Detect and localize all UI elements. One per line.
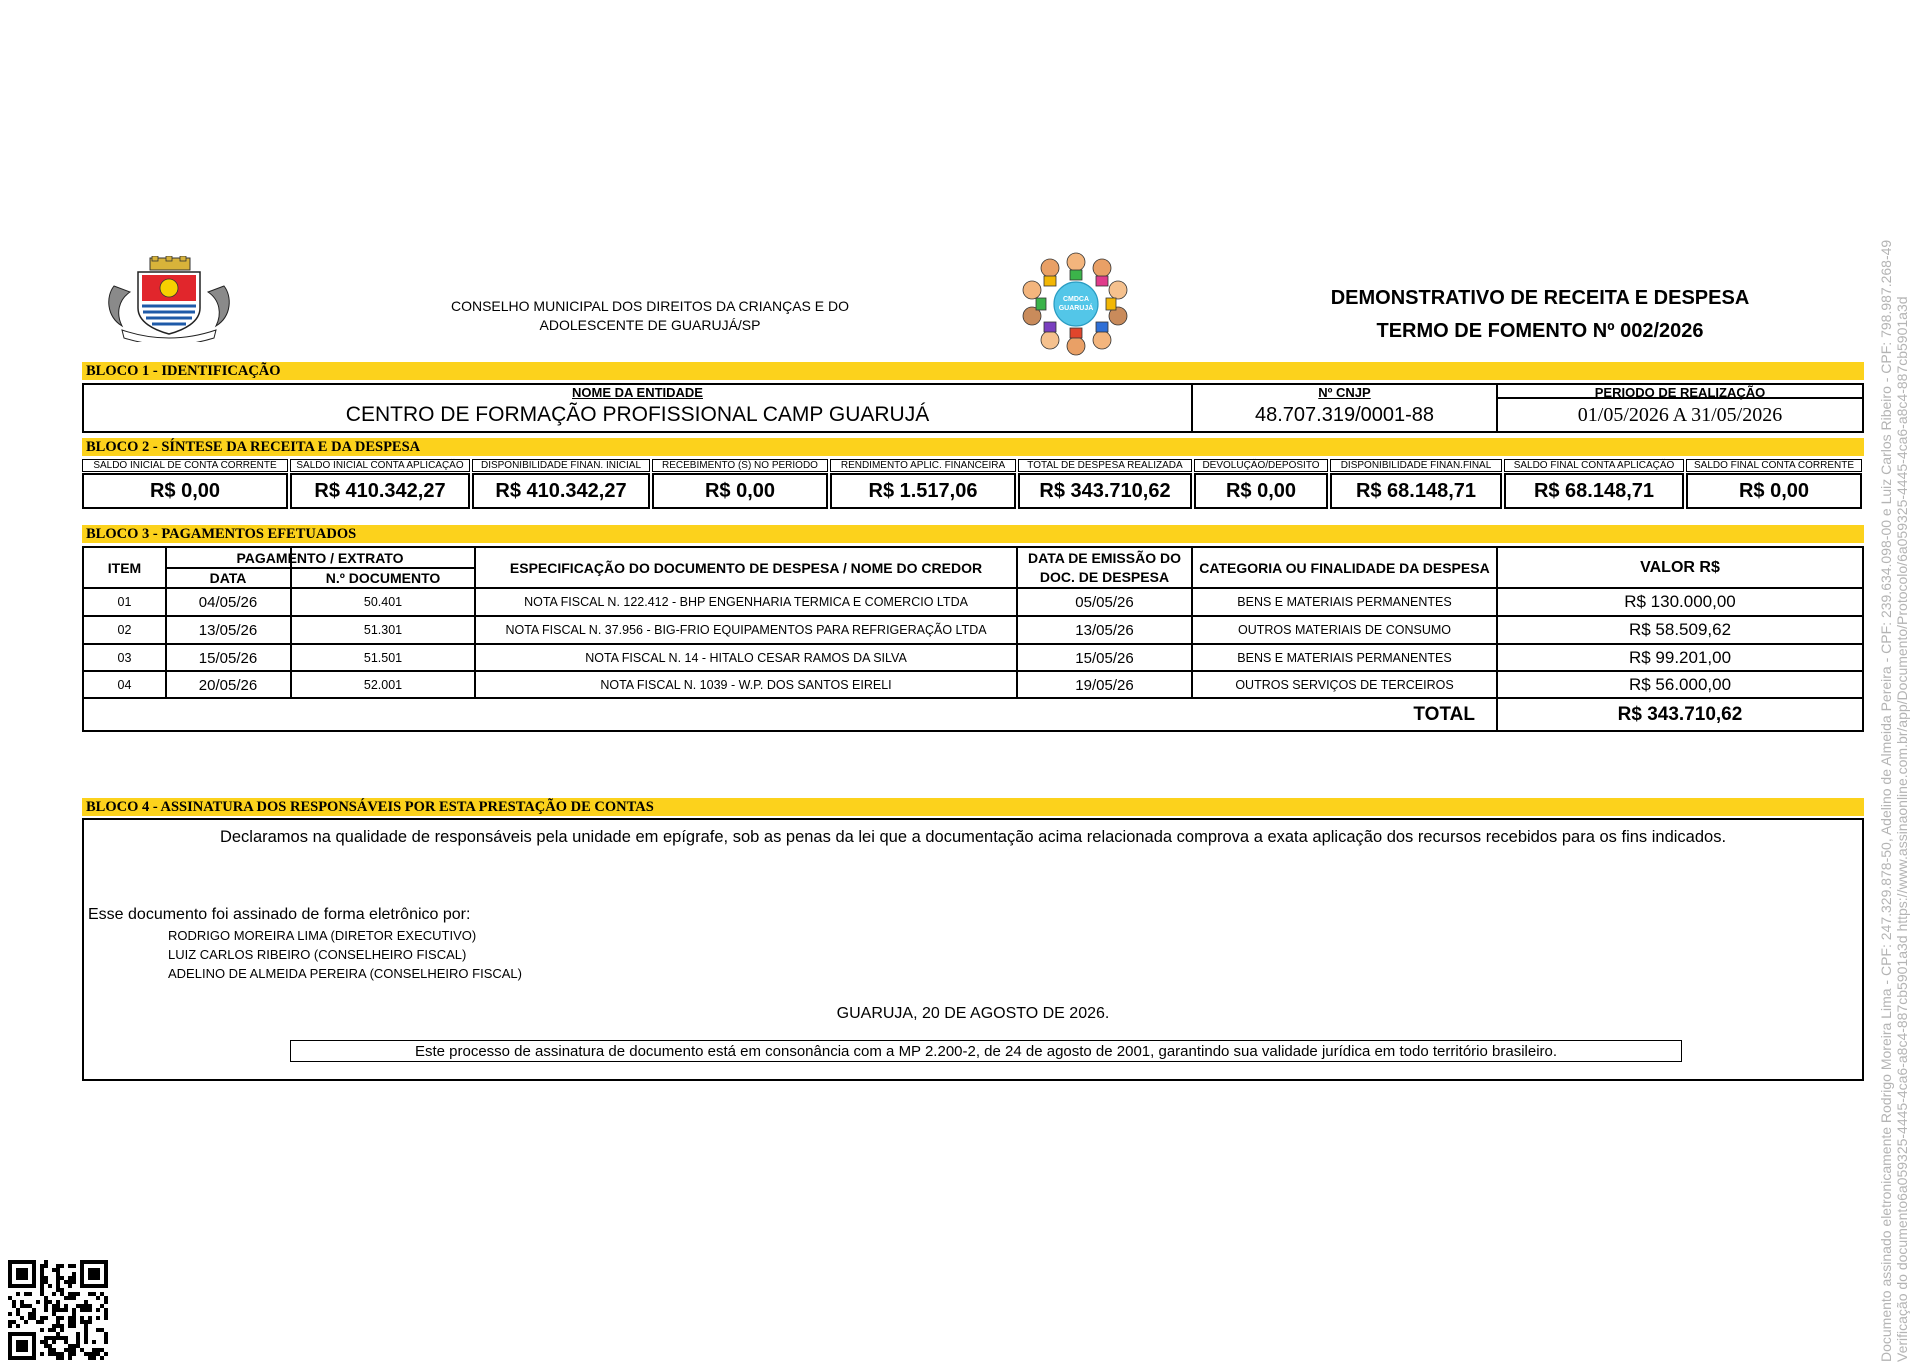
row-specification: NOTA FISCAL N. 37.956 - BIG-FRIO EQUIPAMENTOS PARA REFRIGERAÇÃO LTDA <box>505 623 987 637</box>
row-category: OUTROS MATERIAIS DE CONSUMO <box>1238 623 1451 637</box>
council-name <box>440 296 860 336</box>
summary-column <box>1330 459 1502 509</box>
declaration-text: Declaramos na qualidade de responsáveis pela unidade em epígrafe, sob as penas da lei que a documentação acima relacionada comprova a exata aplicação dos recursos recebidos para os fins indicados. <box>219 827 1727 846</box>
summary-column-value: R$ 68.148,71 <box>1504 473 1684 509</box>
stamp-line-1: Documento assinado eletronicamente Rodrigo Moreira Lima - CPF: 247.329.878-50, Adelino de Almeida Pereira - CPF: 239.634.098-00 e Luiz Carlos Ribeiro - CPF: 798.987.268-49 <box>1878 239 1894 1362</box>
signer-2: LUIZ CARLOS RIBEIRO (CONSELHEIRO FISCAL) <box>168 947 467 962</box>
summary-column-label: DEVOLUÇÃO/DEPÓSITO <box>1194 459 1328 472</box>
period-label: PERIODO DE REALIZAÇÃO <box>1594 384 1766 400</box>
col-header-date: DATA <box>209 569 247 586</box>
summary-column <box>290 459 470 509</box>
row-value: R$ 58.509,62 <box>1628 620 1732 639</box>
summary-column-value: R$ 410.342,27 <box>472 473 650 509</box>
entity-name-value: CENTRO DE FORMAÇÃO PROFISSIONAL CAMP GUARUJÁ <box>345 403 930 426</box>
city-coat-of-arms-logo <box>104 256 234 342</box>
summary-column-value: R$ 410.342,27 <box>290 473 470 509</box>
summary-column <box>1018 459 1192 509</box>
legal-note: Este processo de assinatura de documento está em consonância com a MP 2.200-2, de 24 de agosto de 2001, garantindo sua validade jurídica em todo território brasileiro. <box>290 1040 1682 1062</box>
summary-column <box>1686 459 1862 509</box>
summary-column <box>1194 459 1328 509</box>
bloco-4-title-bar: BLOCO 4 - ASSINATURA DOS RESPONSÁVEIS POR ESTA PRESTAÇÃO DE CONTAS <box>82 798 1864 816</box>
summary-column-value: R$ 0,00 <box>1686 473 1862 509</box>
stamp-line-2: Verificação do documento6a059325-4445-4ca6-a8c4-887cb5901a3d https://www.assinaonline.com.br/app/Documento/Protocolo/6a059325-4445-4ca6-a8c4-887cb5901a3d <box>1894 296 1910 1362</box>
entity-name-label: NOME DA ENTIDADE <box>572 384 703 400</box>
bloco-4-signature-box <box>82 818 1864 1081</box>
bloco-2-summary-table <box>82 459 1864 509</box>
total-value: R$ 343.710,62 <box>1617 703 1743 725</box>
col-header-value: VALOR R$ <box>1640 558 1720 576</box>
council-name-line-1: CONSELHO MUNICIPAL DOS DIREITOS DA CRIANÇAS E DO <box>450 298 850 314</box>
summary-column-value: R$ 343.710,62 <box>1018 473 1192 509</box>
row-category: BENS E MATERIAIS PERMANENTES <box>1237 651 1452 665</box>
col-header-item: ITEM <box>107 559 142 576</box>
summary-column-label: RENDIMENTO APLIC. FINANCEIRA <box>830 459 1016 472</box>
col-header-emission-line-2: DOC. DE DESPESA <box>1039 568 1170 585</box>
summary-column-label: SALDO INICIAL CONTA APLICAÇÃO <box>290 459 470 472</box>
row-doc-number: 52.001 <box>363 678 403 692</box>
row-specification: NOTA FISCAL N. 1039 - W.P. DOS SANTOS EIRELI <box>600 678 892 692</box>
summary-column-label: SALDO FINAL CONTA CORRENTE <box>1686 459 1862 472</box>
col-header-emission-date <box>1018 548 1191 587</box>
row-doc-number: 51.501 <box>363 651 403 665</box>
summary-column-value: R$ 0,00 <box>1194 473 1328 509</box>
summary-column-value: R$ 0,00 <box>652 473 828 509</box>
signer-1: RODRIGO MOREIRA LIMA (DIRETOR EXECUTIVO) <box>168 928 477 943</box>
row-specification: NOTA FISCAL N. 14 - HITALO CESAR RAMOS DA SILVA <box>585 651 907 665</box>
summary-column-label: RECEBIMENTO (S) NO PERÍODO <box>652 459 828 472</box>
summary-column <box>472 459 650 509</box>
row-category: OUTROS SERVIÇOS DE TERCEIROS <box>1235 678 1454 692</box>
cmdca-logo-text: CMDCA GUARUJÁ <box>1058 296 1094 312</box>
row-item: 04 <box>117 678 132 692</box>
row-item: 02 <box>117 623 132 637</box>
row-emission-date: 15/05/26 <box>1075 649 1134 667</box>
summary-column-label: DISPONIBILIDADE FINAN.FINAL <box>1330 459 1502 472</box>
col-header-doc-number: N.º DOCUMENTO <box>325 569 441 586</box>
bloco-1-identification-table <box>82 383 1864 433</box>
row-emission-date: 19/05/26 <box>1075 676 1134 694</box>
summary-column <box>1504 459 1684 509</box>
row-value: R$ 130.000,00 <box>1624 592 1736 611</box>
bloco-1-title-bar: BLOCO 1 - IDENTIFICAÇÃO <box>82 362 1864 380</box>
row-specification: NOTA FISCAL N. 122.412 - BHP ENGENHARIA TERMICA E COMERCIO LTDA <box>524 595 968 609</box>
summary-column <box>652 459 828 509</box>
row-date: 13/05/26 <box>198 621 258 639</box>
row-date: 15/05/26 <box>198 649 258 667</box>
signed-by-intro: Esse documento foi assinado de forma eletrônico por: <box>88 906 471 923</box>
summary-column <box>82 459 288 509</box>
document-title <box>1270 280 1810 350</box>
signers-list <box>168 926 522 983</box>
bloco-3-title-bar: BLOCO 3 - PAGAMENTOS EFETUADOS <box>82 525 1864 543</box>
row-value: R$ 99.201,00 <box>1628 648 1732 667</box>
cnpj-label: Nº CNJP <box>1318 384 1371 400</box>
total-label: TOTAL <box>1413 703 1475 725</box>
summary-column-value: R$ 1.517,06 <box>830 473 1016 509</box>
cnpj-value: 48.707.319/0001-88 <box>1254 403 1435 426</box>
summary-column-label: TOTAL DE DESPESA REALIZADA <box>1018 459 1192 472</box>
col-header-payment-group: PAGAMENTO / EXTRATO <box>236 549 404 566</box>
summary-column-label: DISPONIBILIDADE FINAN. INICIAL <box>472 459 650 472</box>
summary-column-value: R$ 0,00 <box>82 473 288 509</box>
row-item: 03 <box>117 651 132 665</box>
row-item: 01 <box>117 595 132 609</box>
council-name-line-2: ADOLESCENTE DE GUARUJÁ/SP <box>539 317 761 333</box>
summary-column-label: SALDO FINAL CONTA APLICAÇÃO <box>1504 459 1684 472</box>
col-header-emission-line-1: DATA DE EMISSÃO DO <box>1028 549 1181 566</box>
summary-column-value: R$ 68.148,71 <box>1330 473 1502 509</box>
row-value: R$ 56.000,00 <box>1628 675 1732 694</box>
summary-column-label: SALDO INICIAL DE CONTA CORRENTE <box>82 459 288 472</box>
row-emission-date: 05/05/26 <box>1075 593 1134 611</box>
bloco-2-title-bar: BLOCO 2 - SÍNTESE DA RECEITA E DA DESPESA <box>82 438 1864 456</box>
row-date: 20/05/26 <box>198 676 258 694</box>
col-header-category: CATEGORIA OU FINALIDADE DA DESPESA <box>1199 559 1490 576</box>
summary-column <box>830 459 1016 509</box>
document-title-line-2: TERMO DE FOMENTO Nº 002/2026 <box>1376 320 1704 342</box>
row-emission-date: 13/05/26 <box>1075 621 1134 639</box>
row-doc-number: 51.301 <box>363 623 403 637</box>
verification-qr-code[interactable] <box>8 1260 108 1360</box>
row-date: 04/05/26 <box>198 593 258 611</box>
period-value: 01/05/2026 A 31/05/2026 <box>1577 403 1783 426</box>
signer-3: ADELINO DE ALMEIDA PEREIRA (CONSELHEIRO FISCAL) <box>168 966 522 981</box>
col-header-specification: ESPECIFICAÇÃO DO DOCUMENTO DE DESPESA / NOME DO CREDOR <box>509 559 983 576</box>
document-title-line-1: DEMONSTRATIVO DE RECEITA E DESPESA <box>1330 287 1750 309</box>
electronic-signature-stamp <box>1878 2 1910 1362</box>
place-date: GUARUJA, 20 DE AGOSTO DE 2026. <box>836 1005 1110 1022</box>
row-doc-number: 50.401 <box>363 595 403 609</box>
row-category: BENS E MATERIAIS PERMANENTES <box>1237 595 1452 609</box>
bloco-3-payments-table <box>82 546 1864 732</box>
